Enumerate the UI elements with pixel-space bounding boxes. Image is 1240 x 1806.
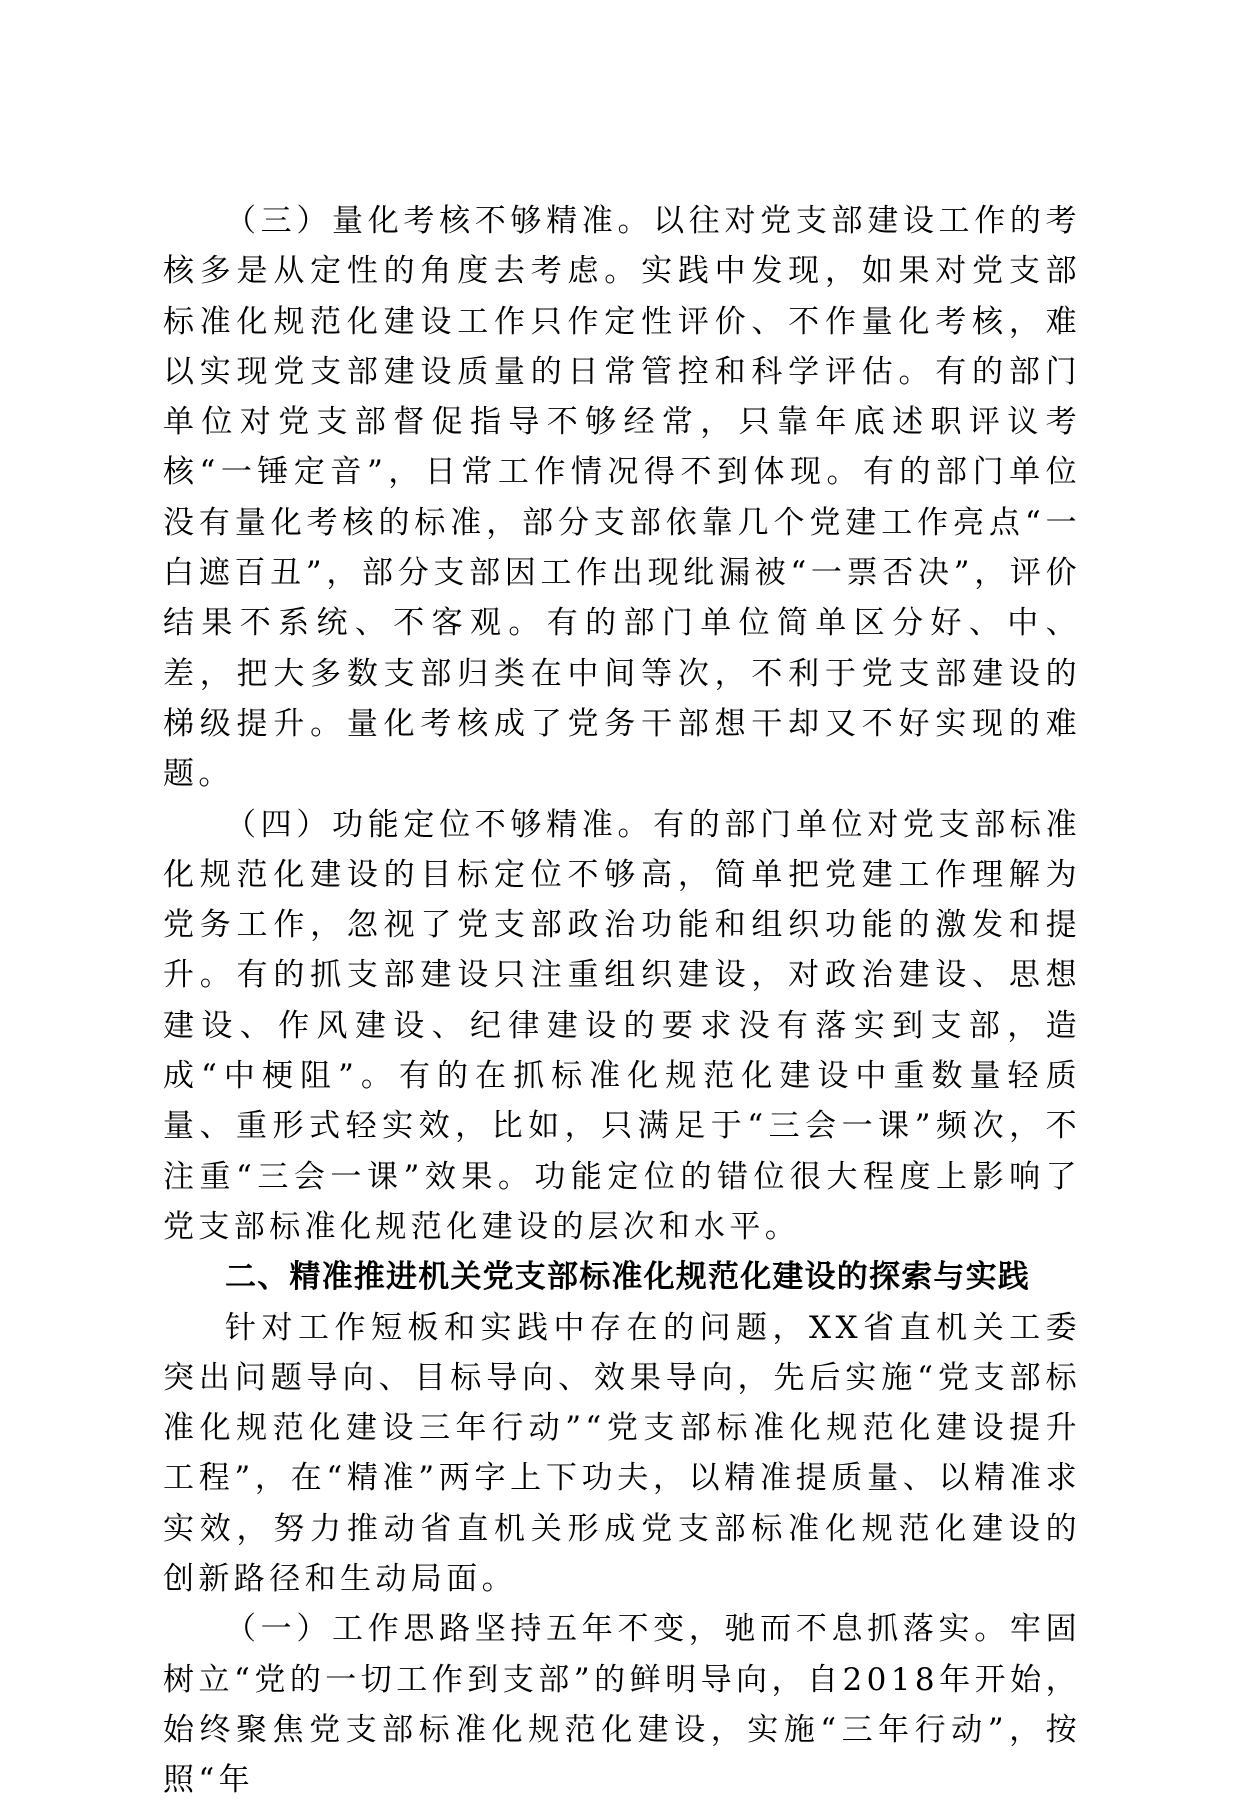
section-heading: 二、精准推进机关党支部标准化规范化建设的探索与实践: [225, 1259, 1030, 1296]
paragraph-quantitative-assessment: （三）量化考核不够精准。以往对党支部建设工作的考核多是从定性的角度去考虑。实践中发现，如果对党支部标准化规范化建设工作只作定性评价、不作量化考核，难以实现党支部建设质量的日常管控和科学评估。有的部门单位对党支部督促指导不够经常，只靠年底述职评议考核“一锤定音”，日常工作情况得不到体现。有的部门单位没有量化考核的标准，部分支部依靠几个党建工作亮点“一白遮百丑”，部分支部因工作出现纰漏被“一票否决”，评价结果不系统、不客观。有的部门单位简单区分好、中、差，把大多数支部归类在中间等次，不利于党支部建设的梯级提升。量化考核成了党务干部想干却又不好实现的难题。: [163, 203, 1081, 793]
paragraph-functional-positioning: （四）功能定位不够精准。有的部门单位对党支部标准化规范化建设的目标定位不够高，简单把党建工作理解为党务工作，忽视了党支部政治功能和组织功能的激发和提升。有的抓支部建设只注重组织建设，对政治建设、思想建设、作风建设、纪律建设的要求没有落实到支部，造成“中梗阻”。有的在抓标准化规范化建设中重数量轻质量、重形式轻实效，比如，只满足于“三会一课”频次，不注重“三会一课”效果。功能定位的错位很大程度上影响了党支部标准化规范化建设的层次和水平。: [163, 806, 1081, 1245]
document-page: [163, 196, 1081, 1806]
paragraph-section-intro: 针对工作短板和实践中存在的问题，XX省直机关工委突出问题导向、目标导向、效果导向，先后实施“党支部标准化规范化建设三年行动”“党支部标准化规范化建设提升工程”，在“精准”两字上下功夫，以精准提质量、以精准求实效，努力推动省直机关形成党支部标准化规范化建设的创新路径和生动局面。: [163, 1309, 1081, 1598]
paragraph-work-approach: （一）工作思路坚持五年不变，驰而不息抓落实。牢固树立“党的一切工作到支部”的鲜明导向，自2018年开始，始终聚焦党支部标准化规范化建设，实施“三年行动”，按照“年: [163, 1611, 1081, 1799]
